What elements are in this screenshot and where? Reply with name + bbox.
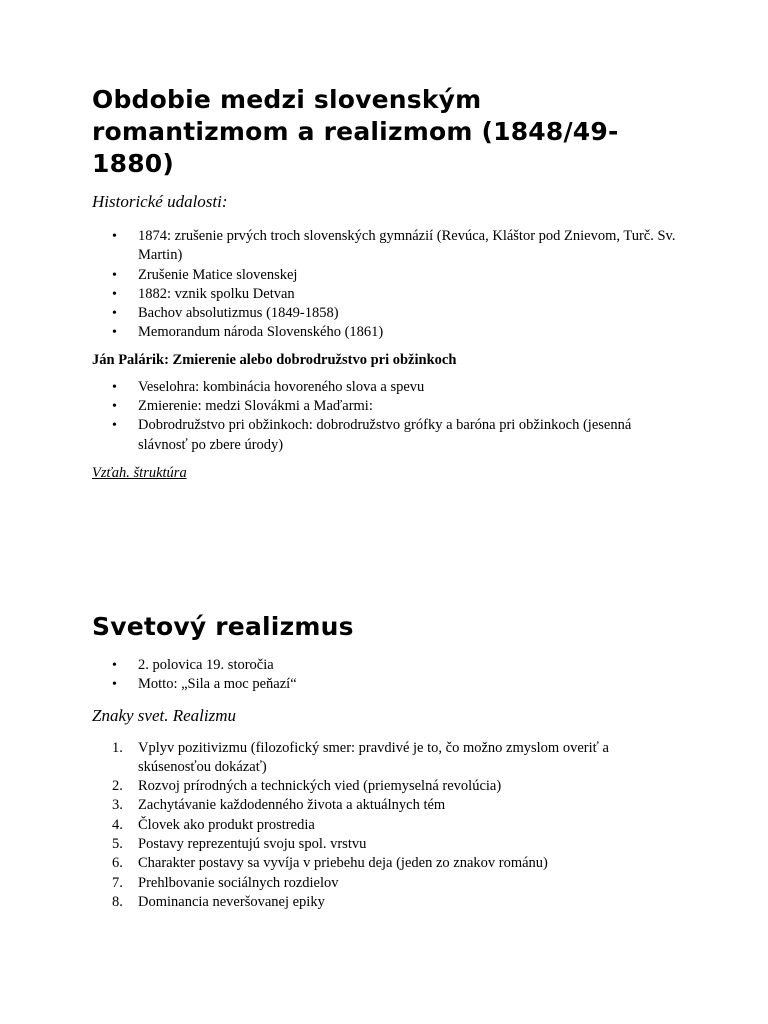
list-item-text: Dobrodružstvo pri obžinkoch: dobrodružstvo grófky a baróna pri obžinkoch (jesenná slávnosť po zbere úrody) (138, 417, 632, 453)
list-item (92, 323, 682, 342)
work-heading: Ján Palárik: Zmierenie alebo dobrodružstvo pri obžinkoch (92, 351, 457, 368)
numbered-item-text: Zachytávanie každodenného života a aktuálnych tém (138, 797, 446, 814)
list-item (92, 227, 682, 266)
structure-link[interactable]: Vzťah. štruktúra (92, 464, 187, 481)
work-items-list (92, 378, 682, 455)
list-item (92, 304, 682, 323)
bullet-icon: • (112, 677, 117, 693)
subheading-realism-signs: Znaky svet. Realizmu (92, 705, 236, 725)
list-item (92, 397, 682, 416)
section-title-romanticism-realism: Obdobie medzi slovenským romantizmom a realizmom (1848/49-1880) (92, 85, 619, 178)
item-number: 2. (112, 778, 123, 795)
historical-events-list (92, 227, 682, 343)
bullet-icon: • (112, 379, 117, 395)
list-item (92, 378, 682, 397)
bullet-icon: • (112, 267, 117, 283)
numbered-item-text: Prehlbovanie sociálnych rozdielov (138, 874, 339, 891)
bullet-icon: • (112, 399, 117, 415)
list-item-text: Zmierenie: medzi Slovákmi a Maďarmi: (138, 398, 373, 415)
numbered-item (92, 893, 682, 912)
item-number: 3. (112, 797, 123, 814)
list-item-text: 2. polovica 19. storočia (138, 656, 274, 673)
item-number: 1. (112, 739, 123, 756)
bullet-icon: • (112, 418, 117, 434)
item-number: 6. (112, 855, 123, 872)
numbered-item-text: Charakter postavy sa vyvíja v priebehu deja (jeden zo znakov románu) (138, 855, 548, 872)
list-item (92, 285, 682, 304)
list-item-text: Memorandum národa Slovenského (1861) (138, 324, 384, 341)
list-item (92, 266, 682, 285)
list-item-text: Bachov absolutizmus (1849-1858) (138, 305, 339, 322)
numbered-item-text: Vplyv pozitivizmu (filozofický smer: pravdivé je to, čo možno zmyslom overiť a skúsenosťou dokázať) (138, 739, 609, 775)
item-number: 5. (112, 836, 123, 853)
numbered-item (92, 777, 682, 796)
document-page (92, 84, 682, 912)
list-item-text: Veselohra: kombinácia hovoreného slova a spevu (138, 378, 425, 395)
world-realism-list (92, 656, 682, 695)
numbered-item-text: Postavy reprezentujú svoju spol. vrstvu (138, 836, 367, 853)
bullet-icon: • (112, 306, 117, 322)
list-item-text: 1874: zrušenie prvých troch slovenských gymnázií (Revúca, Kláštor pod Znievom, Turč. Sv. Martin) (138, 228, 676, 264)
list-item (92, 656, 682, 675)
item-number: 8. (112, 893, 123, 910)
list-item (92, 675, 682, 694)
realism-signs-list (92, 739, 682, 913)
list-item-text: 1882: vznik spolku Detvan (138, 285, 295, 302)
numbered-item (92, 874, 682, 893)
list-item-text: Motto: „Sila a moc peňazí“ (138, 676, 297, 693)
numbered-item (92, 816, 682, 835)
bullet-icon: • (112, 229, 117, 244)
item-number: 4. (112, 816, 123, 833)
bullet-icon: • (112, 325, 117, 341)
bullet-icon: • (112, 657, 117, 673)
item-number: 7. (112, 874, 123, 891)
numbered-item (92, 854, 682, 873)
numbered-item-text: Dominancia neveršovanej epiky (138, 893, 325, 910)
subheading-historical-events: Historické udalosti: (92, 192, 228, 211)
numbered-item (92, 739, 682, 778)
list-item (92, 416, 682, 455)
section-title-world-realism: Svetový realizmus (92, 611, 354, 641)
numbered-item-text: Človek ako produkt prostredia (138, 816, 315, 833)
numbered-item (92, 796, 682, 815)
list-item-text: Zrušenie Matice slovenskej (138, 266, 298, 283)
bullet-icon: • (112, 286, 117, 302)
numbered-item-text: Rozvoj prírodných a technických vied (priemyselná revolúcia) (138, 778, 502, 795)
numbered-item (92, 835, 682, 854)
